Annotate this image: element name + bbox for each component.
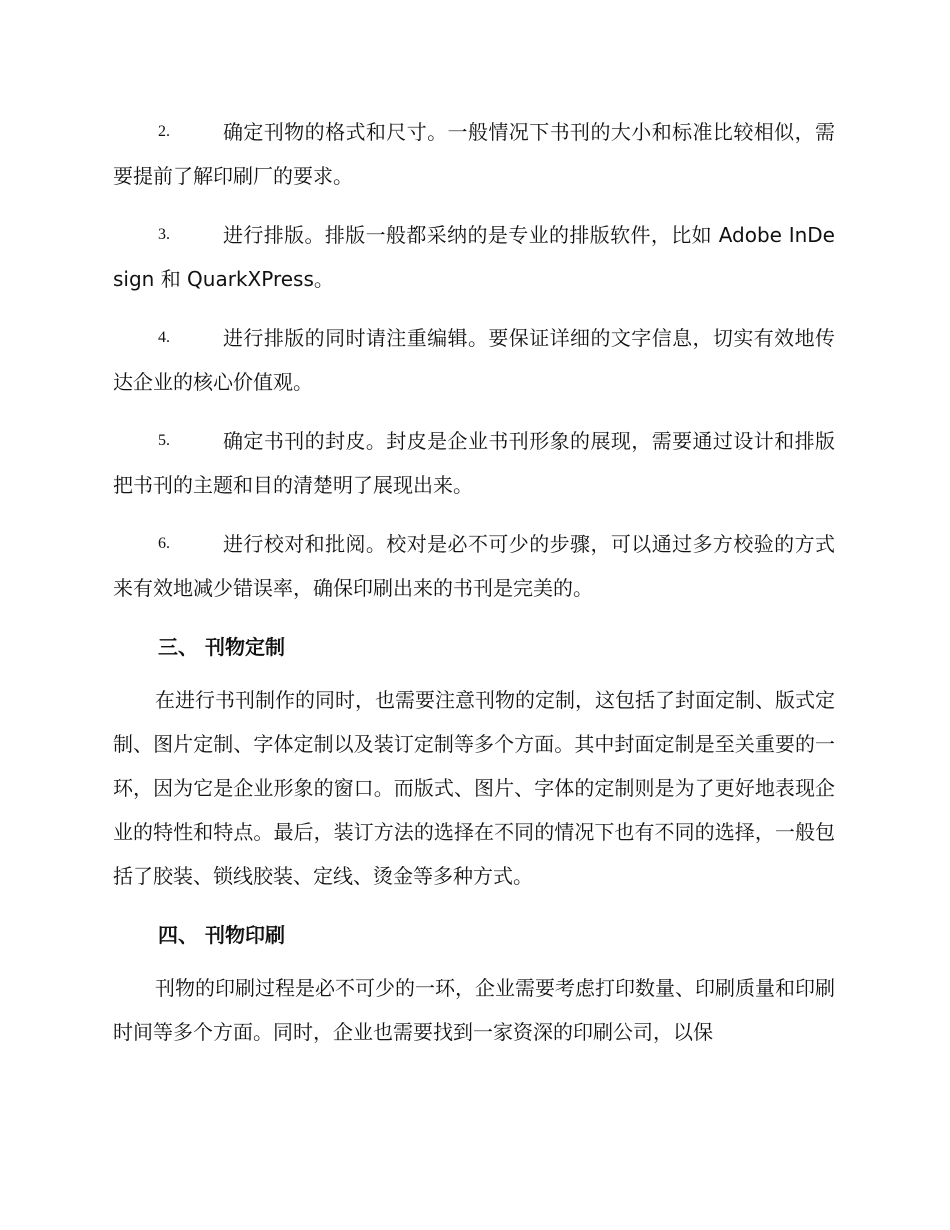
list-text: 确定刊物的格式和尺寸。一般情况下书刊的大小和标准比较相似，需要提前了解印刷厂的要求。	[113, 120, 835, 188]
list-item-5	[113, 419, 835, 507]
list-text: 进行排版的同时请注重编辑。要保证详细的文字信息，切实有效地传达企业的核心价值观。	[113, 326, 835, 394]
list-text: 确定书刊的封皮。封皮是企业书刊形象的展现，需要通过设计和排版把书刊的主题和目的清楚明了展现出来。	[113, 429, 835, 497]
list-number: 2.	[158, 123, 170, 140]
list-text: 进行排版。排版一般都采纳的是专业的排版软件，比如 Adobe InDesign 和 QuarkXPress。	[113, 223, 835, 291]
list-number: 5.	[158, 432, 170, 449]
list-item-6	[113, 522, 835, 610]
list-text: 进行校对和批阅。校对是必不可少的步骤，可以通过多方校验的方式来有效地减少错误率，确保印刷出来的书刊是完美的。	[113, 532, 835, 600]
document-content	[113, 110, 835, 1069]
section-paragraph-printing: 刊物的印刷过程是必不可少的一环，企业需要考虑打印数量、印刷质量和印刷时间等多个方面。同时，企业也需要找到一家资深的印刷公司，以保	[113, 976, 835, 1044]
section-heading-printing: 四、 刊物印刷	[158, 923, 285, 947]
list-number: 6.	[158, 535, 170, 552]
section-paragraph-customization: 在进行书刊制作的同时，也需要注意刊物的定制，这包括了封面定制、版式定制、图片定制、字体定制以及装订定制等多个方面。其中封面定制是至关重要的一环，因为它是企业形象的窗口。而版式、图片、字体的定制则是为了更好地表现企业的特性和特点。最后，装订方法的选择在不同的情况下也有不同的选择，一般包括了胶装、锁线胶装、定线、烫金等多种方式。	[113, 688, 835, 888]
list-number: 4.	[158, 329, 170, 346]
list-item-2	[113, 110, 835, 198]
list-item-4	[113, 316, 835, 404]
list-item-3	[113, 213, 835, 301]
section-heading-customization: 三、 刊物定制	[158, 635, 285, 659]
list-number: 3.	[158, 226, 170, 243]
